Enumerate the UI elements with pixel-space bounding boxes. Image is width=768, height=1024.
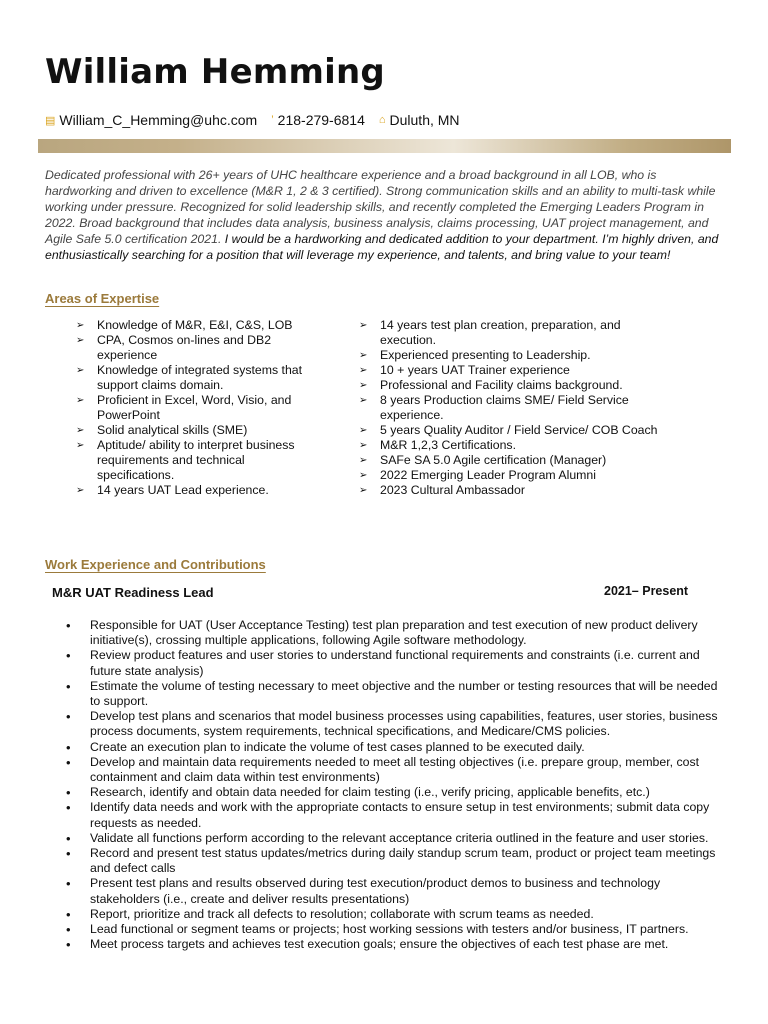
list-item: ➢ Experienced presenting to Leadership. xyxy=(357,348,667,363)
job-dates: 2021– Present xyxy=(604,584,689,598)
phone-text: 218-279-6814 xyxy=(277,112,365,128)
list-item: ➢ Knowledge of integrated systems that support claims domain. xyxy=(74,363,324,393)
list-item: • Research, identify and obtain data needed for claim testing (i.e., verify pricing, applicable benefits, etc.) xyxy=(66,785,726,800)
location-text: Duluth, MN xyxy=(389,112,460,128)
list-item: ➢ SAFe SA 5.0 Agile certification (Manager) xyxy=(357,453,667,468)
list-item: • Report, prioritize and track all defects to resolution; collaborate with scrum teams as needed. xyxy=(66,907,726,922)
list-item: ➢ CPA, Cosmos on-lines and DB2 experience xyxy=(74,333,324,363)
list-item: • Develop test plans and scenarios that model business processes using capabilities, features, user stories, business process documents, system requirements, technical specifications, and Medicare/CMS policies. xyxy=(66,709,726,739)
list-item: ➢ 14 years test plan creation, preparation, and execution. xyxy=(357,318,667,348)
experience-heading: Work Experience and Contributions xyxy=(45,557,266,572)
list-item: ➢ 14 years UAT Lead experience. xyxy=(74,483,324,498)
list-item: ➢ Proficient in Excel, Word, Visio, and PowerPoint xyxy=(74,393,324,423)
list-item: ➢ Solid analytical skills (SME) xyxy=(74,423,324,438)
summary-emphasis: I would be a hardworking and dedicated addition to your department. I’m highly driven, and enthusiastically searching for a position that will leverage my experience, and talents, and bring value to your team! xyxy=(45,232,719,262)
contact-line xyxy=(45,112,460,128)
list-item: • Record and present test status updates/metrics during daily standup scrum team, product or project team meetings and defect calls xyxy=(66,846,726,876)
list-item: ➢ 10 + years UAT Trainer experience xyxy=(357,363,667,378)
list-item: ➢ 2022 Emerging Leader Program Alumni xyxy=(357,468,667,483)
list-item: • Review product features and user stories to understand functional requirements and constraints (i.e. current and future state analysis) xyxy=(66,648,726,678)
list-item: ➢ Aptitude/ ability to interpret business requirements and technical specifications. xyxy=(74,438,324,483)
list-item: • Responsible for UAT (User Acceptance Testing) test plan preparation and test execution of new product delivery initiative(s), crossing multiple applications, following Agile software methodology. xyxy=(66,618,726,648)
list-item: ➢ 5 years Quality Auditor / Field Service/ COB Coach xyxy=(357,423,667,438)
summary-text: Dedicated professional with 26+ years of UHC healthcare experience and a broad background in all LOB, who is hardworking and driven to excellence (M&R 1, 2 & 3 certified). Strong communication skills and an ability to multi-task while working under pressure. Recognized for solid leadership skills, and recently completed the Emerging Leaders Program in 2022. Broad background that includes data analysis, business analysis, claims processing, UAT project management, and Agile Safe 5.0 certification 2021. xyxy=(45,168,716,246)
list-item: ➢ M&R 1,2,3 Certifications. xyxy=(357,438,667,453)
list-item: ➢ 2023 Cultural Ambassador xyxy=(357,483,667,498)
house-icon: ⌂ xyxy=(378,114,386,126)
header-divider xyxy=(38,139,731,153)
candidate-name: William Hemming xyxy=(45,52,385,92)
list-item: ➢ Professional and Facility claims background. xyxy=(357,378,667,393)
expertise-heading: Areas of Expertise xyxy=(45,291,160,306)
list-item: • Identify data needs and work with the appropriate contacts to ensure setup in test environments; submit data copy requests as needed. xyxy=(66,800,726,830)
list-item: • Lead functional or segment teams or projects; host working sessions with testers and/or business, IT partners. xyxy=(66,922,726,937)
expertise-list-left xyxy=(74,318,324,498)
email-text: William_C_Hemming@uhc.com xyxy=(59,112,258,128)
list-item: • Present test plans and results observed during test execution/product demos to business and technology stakeholders (i.e., create and deliver results presentations) xyxy=(66,876,726,906)
job-title: M&R UAT Readiness Lead xyxy=(52,585,214,600)
list-item: • Create an execution plan to indicate the volume of test cases planned to be executed daily. xyxy=(66,740,726,755)
professional-summary xyxy=(45,167,725,263)
job-duties-list xyxy=(66,618,726,952)
expertise-list-right xyxy=(357,318,667,498)
list-item: • Develop and maintain data requirements needed to meet all testing objectives (i.e. prepare group, member, cost containment and claim data within test environments) xyxy=(66,755,726,785)
list-item: ➢ Knowledge of M&R, E&I, C&S, LOB xyxy=(74,318,324,333)
list-item: ➢ 8 years Production claims SME/ Field Service experience. xyxy=(357,393,667,423)
list-item: • Estimate the volume of testing necessary to meet objective and the number or testing resources that will be needed to support. xyxy=(66,679,726,709)
list-item: • Validate all functions perform according to the relevant acceptance criteria outlined in the feature and user stories. xyxy=(66,831,726,846)
laptop-icon: ▤ xyxy=(45,114,56,127)
phone-icon: ’ xyxy=(271,114,274,126)
list-item: • Meet process targets and achieves test execution goals; ensure the objectives of each test phase are met. xyxy=(66,937,726,952)
